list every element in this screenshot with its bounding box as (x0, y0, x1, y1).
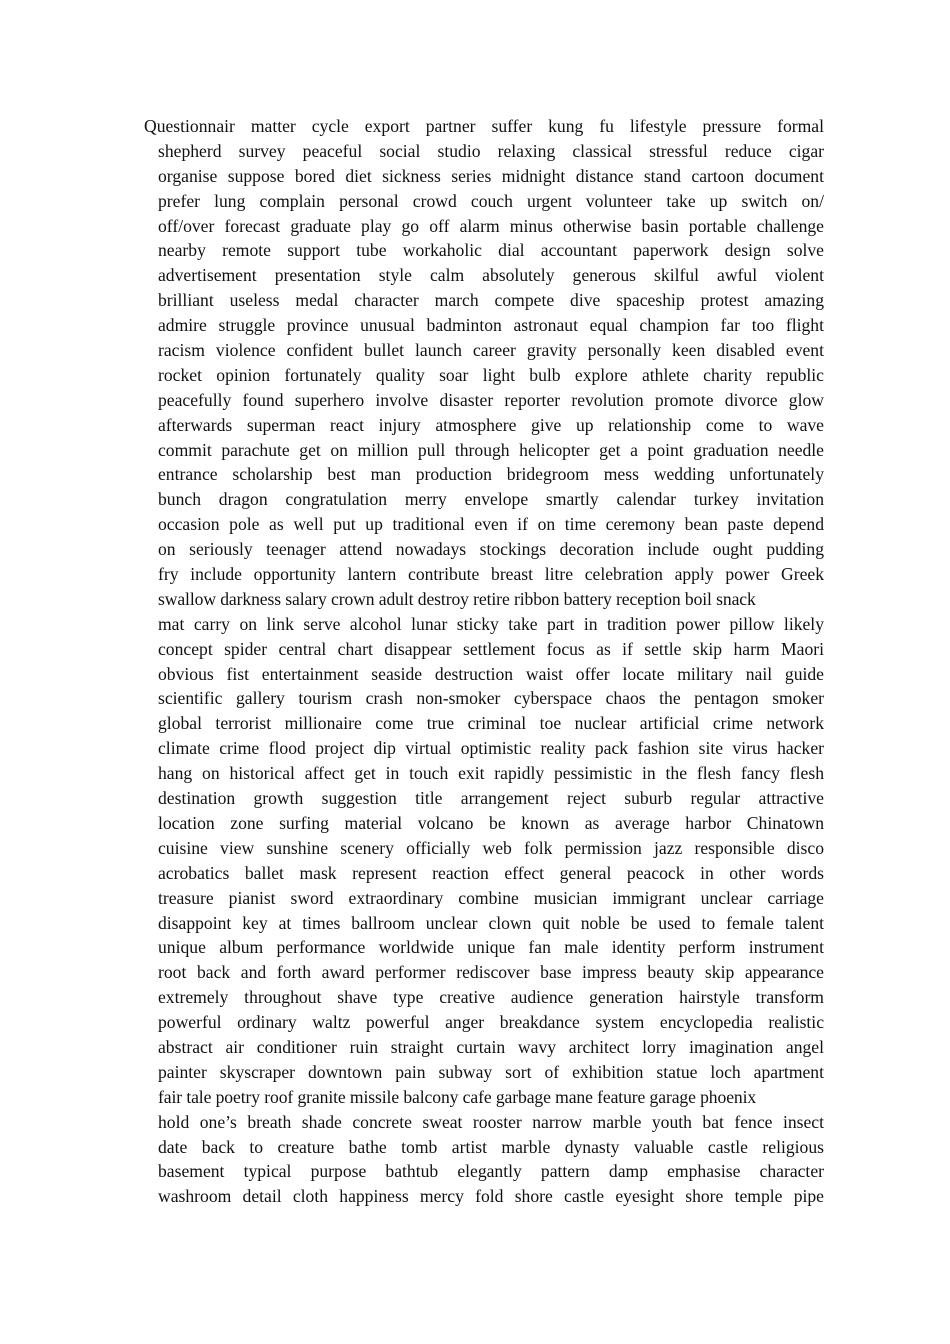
text-line: concept spider central chart disappear settlement focus as if settle skip harm Maori (158, 638, 824, 659)
text-line: basement typical purpose bathtub elegantly pattern damp emphasise character (158, 1161, 824, 1182)
text-line: advertisement presentation style calm absolutely generous skilful awful violent (158, 265, 824, 286)
text-line: occasion pole as well put up traditional even if on time ceremony bean paste depend (158, 514, 824, 535)
text-line: shepherd survey peaceful social studio relaxing classical stressful reduce cigar (158, 140, 824, 161)
text-line: unique album performance worldwide unique fan male identity perform instrument (158, 937, 824, 958)
text-line: obvious fist entertainment seaside destruction waist offer locate military nail guide (158, 663, 824, 684)
text-line: date back to creature bathe tomb artist marble dynasty valuable castle religious (158, 1136, 824, 1157)
text-line: acrobatics ballet mask represent reaction effect general peacock in other words (158, 862, 824, 883)
text-line: nearby remote support tube workaholic dial accountant paperwork design solve (158, 240, 824, 261)
text-line: disappoint key at times ballroom unclear clown quit noble be used to female talent (158, 912, 824, 933)
text-line: organise suppose bored diet sickness series midnight distance stand cartoon document (158, 165, 824, 186)
text-line: hold one’s breath shade concrete sweat rooster narrow marble youth bat fence insect (158, 1111, 824, 1132)
text-line: peacefully found superhero involve disaster reporter revolution promote divorce glow (158, 389, 824, 410)
text-line: fair tale poetry roof granite missile balcony cafe garbage mane feature garage phoenix (158, 1086, 757, 1107)
text-line: global terrorist millionaire come true criminal toe nuclear artificial crime network (158, 713, 824, 734)
text-line: entrance scholarship best man production bridegroom mess wedding unfortunately (158, 464, 824, 485)
text-line: on seriously teenager attend nowadays stockings decoration include ought pudding (158, 539, 824, 560)
text-line: prefer lung complain personal crowd couch urgent volunteer take up switch on/ (158, 190, 824, 211)
text-line: location zone surfing material volcano be known as average harbor Chinatown (158, 812, 824, 833)
text-line: washroom detail cloth happiness mercy fold shore castle eyesight shore temple pipe (158, 1186, 824, 1207)
text-line: bunch dragon congratulation merry envelope smartly calendar turkey invitation (158, 489, 824, 510)
text-line: cuisine view sunshine scenery officially web folk permission jazz responsible disco (158, 837, 824, 858)
text-line: swallow darkness salary crown adult destroy retire ribbon battery reception boil snack (158, 588, 756, 609)
text-line: treasure pianist sword extraordinary combine musician immigrant unclear carriage (158, 887, 824, 908)
vocabulary-paragraph (144, 114, 824, 1209)
text-line: climate crime flood project dip virtual optimistic reality pack fashion site virus hacker (158, 738, 824, 759)
text-line: off/over forecast graduate play go off alarm minus otherwise basin portable challenge (158, 215, 824, 236)
text-line: commit parachute get on million pull through helicopter get a point graduation needle (158, 439, 824, 460)
text-line: painter skyscraper downtown pain subway sort of exhibition statue loch apartment (158, 1061, 824, 1082)
text-line: fry include opportunity lantern contribute breast litre celebration apply power Greek (158, 564, 824, 585)
text-line: destination growth suggestion title arrangement reject suburb regular attractive (158, 788, 824, 809)
text-line: powerful ordinary waltz powerful anger breakdance system encyclopedia realistic (158, 1012, 824, 1033)
text-line: abstract air conditioner ruin straight curtain wavy architect lorry imagination angel (158, 1036, 824, 1057)
text-line: scientific gallery tourism crash non-smoker cyberspace chaos the pentagon smoker (158, 688, 824, 709)
text-line: extremely throughout shave type creative audience generation hairstyle transform (158, 987, 824, 1008)
text-line: root back and forth award performer rediscover base impress beauty skip appearance (158, 962, 824, 983)
text-line: hang on historical affect get in touch exit rapidly pessimistic in the flesh fancy flesh (158, 763, 824, 784)
text-line: afterwards superman react injury atmosphere give up relationship come to wave (158, 414, 824, 435)
text-line: Questionnair matter cycle export partner suffer kung fu lifestyle pressure formal (144, 116, 824, 136)
text-line: admire struggle province unusual badminton astronaut equal champion far too flight (158, 315, 824, 336)
text-line: racism violence confident bullet launch career gravity personally keen disabled event (158, 340, 824, 361)
text-line: rocket opinion fortunately quality soar light bulb explore athlete charity republic (158, 364, 824, 385)
text-line: brilliant useless medal character march compete dive spaceship protest amazing (158, 290, 824, 311)
text-line: mat carry on link serve alcohol lunar sticky take part in tradition power pillow likely (158, 613, 824, 634)
